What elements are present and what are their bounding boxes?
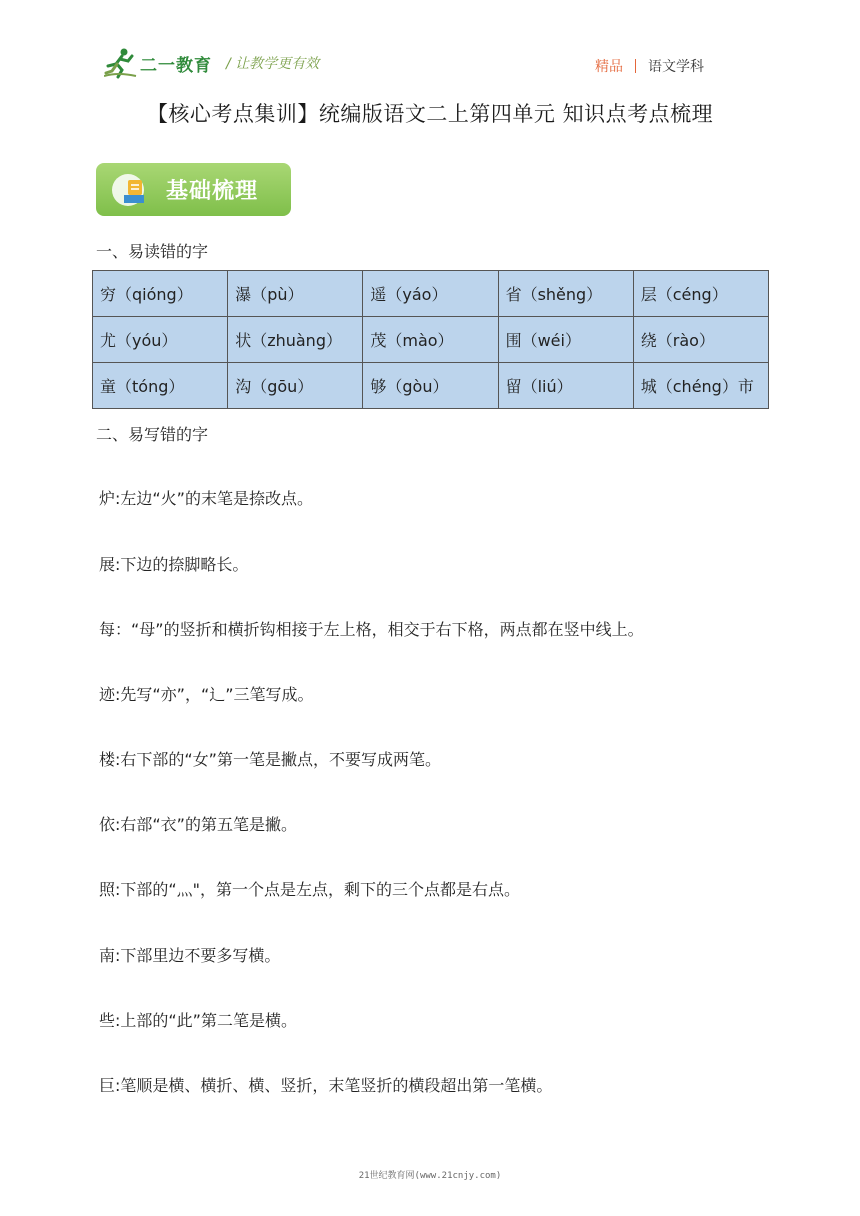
table-cell: 够（gòu） [363, 363, 498, 409]
runner-logo-icon [104, 46, 138, 80]
table-cell: 留（liú） [498, 363, 633, 409]
section-heading-read: 一、易读错的字 [96, 242, 209, 261]
table-cell: 瀑（pù） [228, 271, 363, 317]
note-item: 照:下部的“灬"，第一个点是左点，剩下的三个点都是右点。 [99, 880, 521, 899]
table-cell: 城（chéng）市 [633, 363, 768, 409]
char-table [92, 270, 769, 409]
section-heading-write: 二、易写错的字 [96, 425, 209, 444]
table-row [93, 317, 769, 363]
note-item: 巨:笔顺是横、横折、横、竖折，末笔竖折的横段超出第一笔横。 [99, 1076, 553, 1095]
logo [104, 46, 319, 80]
note-item: 迹:先写“亦”，“辶”三笔写成。 [99, 685, 314, 704]
logo-text: 二一教育 [140, 55, 212, 76]
note-item: 每：“母”的竖折和横折钩相接于左上格，相交于右下格，两点都在竖中线上。 [99, 620, 644, 639]
table-cell: 绕（rào） [633, 317, 768, 363]
header-tags [595, 56, 704, 76]
note-item: 炉:左边“火”的末笔是捺改点。 [99, 489, 313, 508]
page-footer: 21世纪教育网(www.21cnjy.com) [358, 1171, 502, 1181]
slogan: / 让教学更有效 [226, 56, 320, 72]
table-cell: 茂（mào） [363, 317, 498, 363]
note-item: 南:下部里边不要多写横。 [99, 946, 281, 965]
table-cell: 省（shěng） [498, 271, 633, 317]
table-cell: 沟（gōu） [228, 363, 363, 409]
table-cell: 尤（yóu） [93, 317, 228, 363]
header-divider [635, 59, 636, 73]
table-cell: 层（céng） [633, 271, 768, 317]
note-item: 展:下边的捺脚略长。 [99, 555, 249, 574]
note-item: 依:右部“衣”的第五笔是撇。 [99, 815, 297, 834]
subject-label: 语文学科 [648, 59, 704, 75]
table-cell: 围（wéi） [498, 317, 633, 363]
table-cell: 穷（qióng） [93, 271, 228, 317]
table-cell: 童（tóng） [93, 363, 228, 409]
table-cell: 遥（yáo） [363, 271, 498, 317]
page-title: 【核心考点集训】统编版语文二上第四单元 知识点考点梳理 [146, 102, 714, 126]
table-row [93, 363, 769, 409]
banner-label: 基础梳理 [166, 179, 259, 204]
page-header [0, 0, 860, 90]
note-item: 楼:右下部的“女”第一笔是撇点，不要写成两笔。 [99, 750, 441, 769]
table-row [93, 271, 769, 317]
quality-label: 精品 [595, 59, 623, 75]
chat-bubble-icon [110, 169, 152, 211]
note-item: 些:上部的“此”第二笔是横。 [99, 1011, 297, 1030]
table-cell: 状（zhuàng） [228, 317, 363, 363]
section-banner [96, 163, 291, 216]
